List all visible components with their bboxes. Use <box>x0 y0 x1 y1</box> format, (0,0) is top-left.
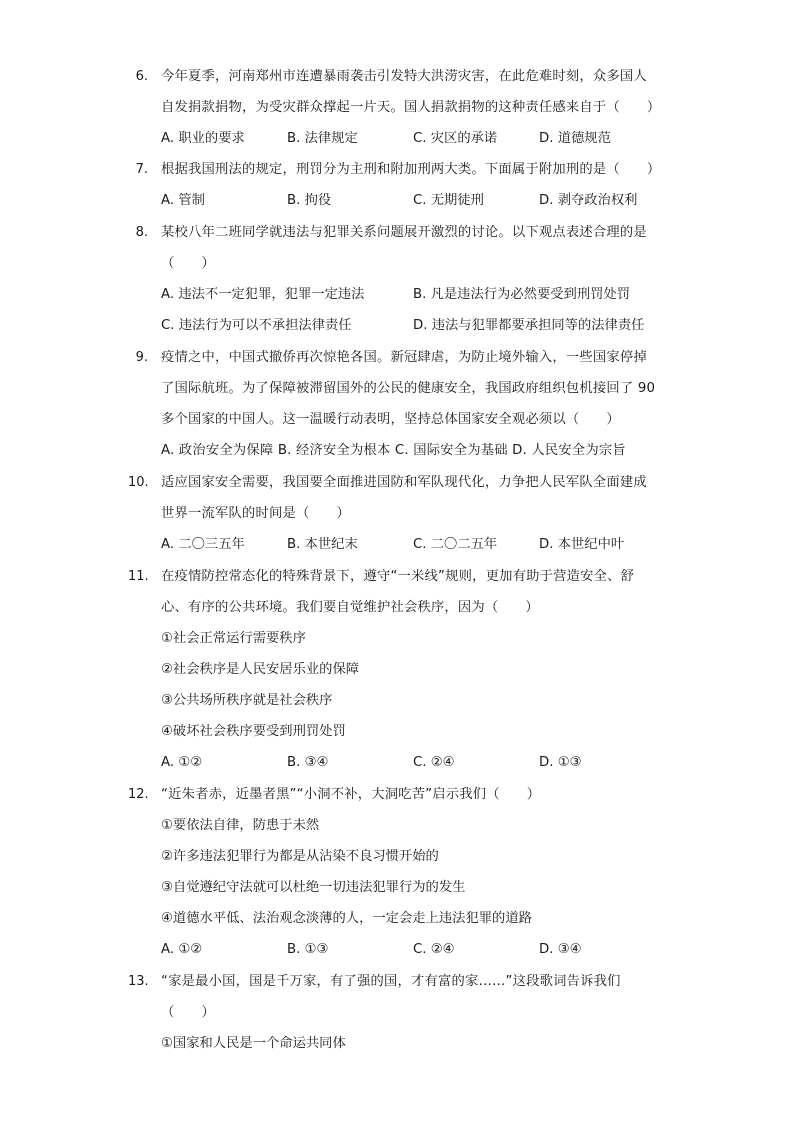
question-number: 9. <box>135 350 148 365</box>
question-text: 在疫情防控常态化的特殊背景下，遵守“一米线”规则，更加有助于营造安全、舒 <box>161 569 635 584</box>
option-d: D. 本世纪中叶 <box>539 537 625 552</box>
option-d: D. 剥夺政治权利 <box>539 193 638 208</box>
statement-3: ③自觉遵纪守法就可以杜绝一切违法犯罪行为的发生 <box>161 880 466 895</box>
statement-4: ④道德水平低、法治观念淡薄的人，一定会走上违法犯罪的道路 <box>161 911 532 926</box>
option-b: B. 法律规定 <box>287 131 358 146</box>
question-text: 心、有序的公共环境。我们要自觉维护社会秩序，因为（ ） <box>161 600 539 615</box>
option-c: C. 违法行为可以不承担法律责任 <box>161 318 352 333</box>
statement-1: ①社会正常运行需要秩序 <box>161 631 306 646</box>
statement-1: ①国家和人民是一个命运共同体 <box>161 1036 346 1051</box>
question-text: 疫情之中，中国式撤侨再次惊艳各国。新冠肆虐，为防止境外输入，一些国家停掉 <box>161 350 647 365</box>
option-a: A. 二〇三五年 <box>161 537 245 552</box>
question-number: 13. <box>128 974 149 989</box>
statement-3: ③公共场所秩序就是社会秩序 <box>161 693 333 708</box>
option-c: C. 二〇二五年 <box>413 537 498 552</box>
option-c: C. 灾区的承诺 <box>413 131 498 146</box>
question-text: （ ） <box>161 256 215 271</box>
question-text: 今年夏季，河南郑州市连遭暴雨袭击引发特大洪涝灾害，在此危难时刻，众多国人 <box>161 69 647 84</box>
option-d: D. ①③ <box>539 755 582 770</box>
question-text: “家是最小国，国是千万家，有了强的国，才有富的家……”这段歌词告诉我们 <box>161 974 621 989</box>
question-text: “近朱者赤，近墨者黑”“小洞不补，大洞吃苦”启示我们（ ） <box>161 787 541 802</box>
statement-1: ①要依法自律，防患于未然 <box>161 818 320 833</box>
options-line: A. 政治安全为保障 B. 经济安全为根本 C. 国际安全为基础 D. 人民安全为宗旨 <box>161 443 626 458</box>
option-b: B. ③④ <box>287 755 329 770</box>
option-d: D. 违法与犯罪都要承担同等的法律责任 <box>413 318 645 333</box>
statement-2: ②许多违法犯罪行为都是从沾染不良习惯开始的 <box>161 849 439 864</box>
option-a: A. 职业的要求 <box>161 131 245 146</box>
option-b: B. ①③ <box>287 942 329 957</box>
question-text: 了国际航班。为了保障被滞留国外的公民的健康安全，我国政府组织包机接回了 90 <box>161 381 656 396</box>
question-text: 某校八年二班同学就违法与犯罪关系问题展开激烈的讨论。以下观点表述合理的是 <box>161 225 647 240</box>
option-a: A. ①② <box>161 942 203 957</box>
question-text: 自发捐款捐物，为受灾群众撑起一片天。国人捐款捐物的这种责任感来自于（ ） <box>161 100 661 115</box>
question-text: 适应国家安全需要，我国要全面推进国防和军队现代化，力争把人民军队全面建成 <box>161 475 647 490</box>
option-b: B. 本世纪末 <box>287 537 358 552</box>
question-number: 11. <box>128 569 149 584</box>
question-text: 多个国家的中国人。这一温暖行动表明，坚持总体国家安全观必须以（ ） <box>161 412 620 427</box>
option-a: A. 违法不一定犯罪，犯罪一定违法 <box>161 287 365 302</box>
option-d: D. 道德规范 <box>539 131 611 146</box>
option-a: A. 管制 <box>161 193 205 208</box>
option-c: C. ②④ <box>413 942 455 957</box>
option-b: B. 拘役 <box>287 193 332 208</box>
question-text: （ ） <box>161 1005 215 1020</box>
statement-2: ②社会秩序是人民安居乐业的保障 <box>161 662 360 677</box>
question-text: 世界一流军队的时间是（ ） <box>161 506 350 521</box>
statement-4: ④破坏社会秩序要受到刑罚处罚 <box>161 724 346 739</box>
question-number: 12. <box>128 787 149 802</box>
option-d: D. ③④ <box>539 942 582 957</box>
option-b: B. 凡是违法行为必然要受到刑罚处罚 <box>413 287 631 302</box>
question-number: 6. <box>135 69 148 84</box>
option-a: A. ①② <box>161 755 203 770</box>
option-c: C. ②④ <box>413 755 455 770</box>
question-number: 8. <box>135 225 148 240</box>
option-c: C. 无期徒刑 <box>413 193 484 208</box>
question-number: 7. <box>135 162 148 177</box>
question-number: 10. <box>128 475 149 490</box>
question-text: 根据我国刑法的规定，刑罚分为主刑和附加刑两大类。下面属于附加刑的是（ ） <box>161 162 661 177</box>
